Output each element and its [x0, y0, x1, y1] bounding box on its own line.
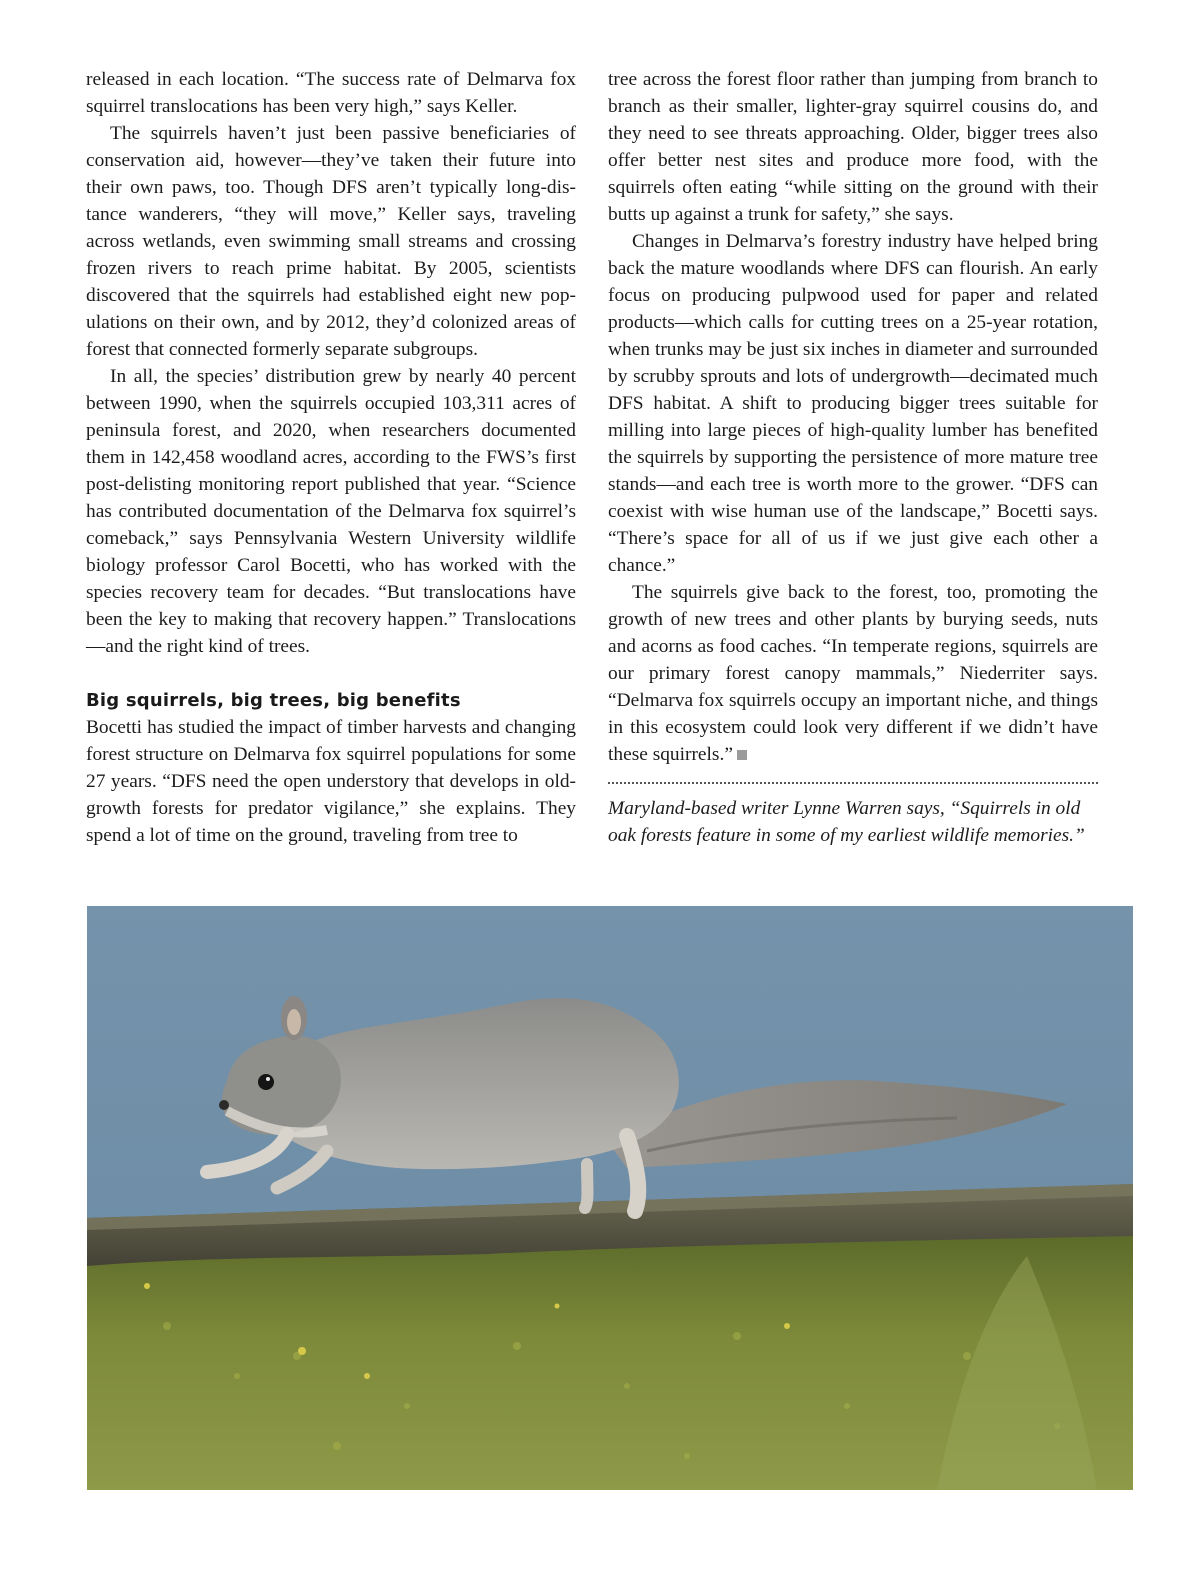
paragraph-text: The squirrels give back to the forest, too, promoting the growth of new trees and other plants by burying seeds, nuts and acorns as food caches. “In temperate regions, squirrels are our primary forest canopy mammals,” Niederriter says. “Delmarva fox squirrels occupy an important niche, and things in this ecosystem could look very different if we didn’t have these squirrels.” [608, 582, 1098, 765]
squirrel-photo [87, 906, 1133, 1490]
left-column [86, 66, 576, 849]
paragraph [608, 579, 1098, 768]
paragraph: The squirrels haven’t just been passive beneficiaries of conservation aid, however—they’ve taken their future into their own paws, too. Though DFS aren’t typically long-distance wanderers, “they will move,” Keller says, traveling across wetlands, even swimming small streams and crossing frozen rivers to reach prime habitat. By 2005, scientists discovered that the squirrels had established eight new populations on their own, and by 2012, they’d colonized areas of forest that connected formerly separate subgroups. [86, 123, 576, 360]
right-column [608, 66, 1098, 849]
paragraph: tree across the forest floor rather than jumping from branch to branch as their smaller, lighter-gray squirrel cousins do, and they need to see threats approaching. Older, bigger trees also offer better nest sites and produce more food, with the squirrels often eating “while sitting on the ground with their butts up against a trunk for safety,” she says. [608, 69, 1098, 225]
squirrel-eye [258, 1074, 274, 1090]
author-byline: Maryland-based writer Lynne Warren says, “Squirrels in old oak forests feature in some of my earliest wildlife memories.” [608, 798, 1085, 846]
paragraph: released in each location. “The success rate of Delmarva fox squirrel translocations has been very high,” says Keller. [86, 69, 576, 117]
paragraph: In all, the species’ distribution grew by nearly 40 percent between 1990, when the squirrels occupied 103,311 acres of peninsula forest, and 2020, when researchers documented them in 142,458 woodland acres, according to the FWS’s first post-delisting monitoring report published that year. “Science has contributed documentation of the Delmarva fox squirrel’s comeback,” says Pennsylvania Western University wildlife biology professor Carol Bocetti, who has worked with the species recovery team for decades. “But translocations have been the key to making that recovery happen.” Translocations—and the right kind of trees. [86, 366, 576, 657]
paragraph: Bocetti has studied the impact of timber harvests and changing forest structure on Delmarva fox squirrel populations for some 27 years. “DFS need the open understory that develops in old-growth forests for predator vigilance,” she explains. They spend a lot of time on the ground, traveling from tree to [86, 717, 576, 846]
dotted-divider [608, 782, 1098, 784]
section-heading: Big squirrels, big trees, big benefits [86, 690, 461, 711]
paragraph: Changes in Delmarva’s forestry industry have helped bring back the mature woodlands where DFS can flourish. An early focus on producing pulpwood used for paper and related products—which calls for cutting trees on a 25-year rotation, when trunks may be just six inches in diameter and surrounded by scrubby sprouts and lots of undergrowth—decimated much DFS habitat. A shift to producing bigger trees suitable for milling into large pieces of high-quality lumber has benefited the squirrels by supporting the persistence of more mature tree stands—and each tree is worth more to the grower. “DFS can coexist with wise human use of the landscape,” Bocetti says. “There’s space for all of us if we just give each other a chance.” [608, 231, 1098, 576]
end-of-article-mark [737, 750, 747, 760]
spacer [86, 660, 576, 687]
